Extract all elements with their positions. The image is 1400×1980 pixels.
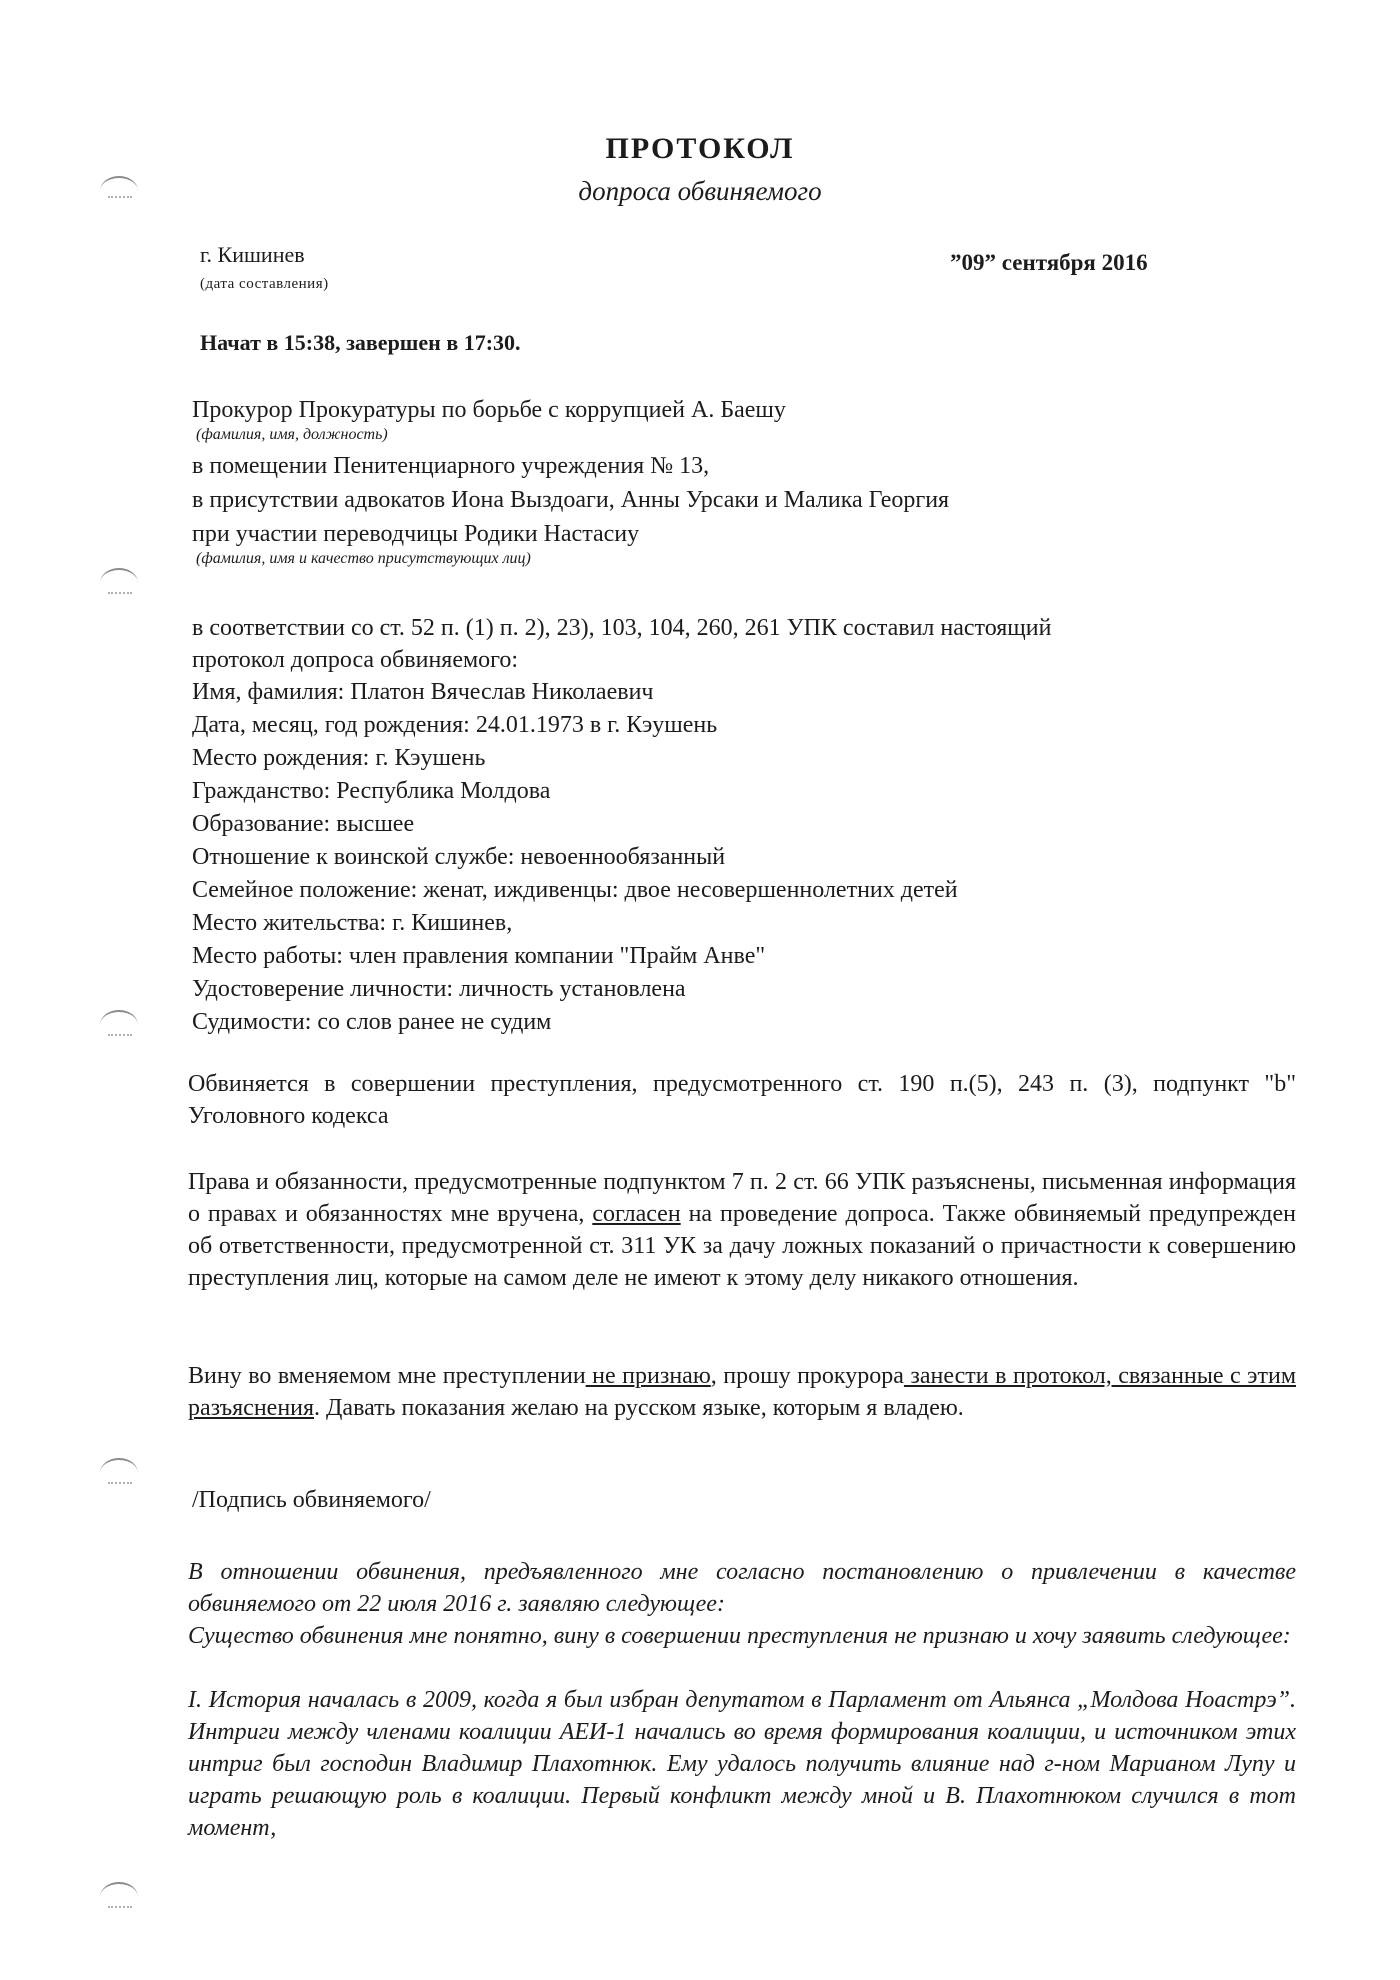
location-line: в помещении Пенитенциарного учреждения № 13, [192, 453, 710, 479]
statement-paragraph-1: В отношении обвинения, предъявленного мне согласно постановлению о привлечении в качестве обвиняемого от 22 июля 2016 г. заявляю следующее: [188, 1559, 1296, 1617]
rights-paragraph: Права и обязанности, предусмотренные подпунктом 7 п. 2 ст. 66 УПК разъяснены, письменная информация о правах и обязанностях мне вручена, согласен на проведение допроса. Также обвиняемый предупрежден об ответственности, предусмотренной ст. 311 УК за дачу ложных показаний о причастности к совершению преступления лиц, которые на самом деле не имеют к этому делу никакого отношения. [188, 1169, 1296, 1291]
accused-residence: Место жительства: г. Кишинев, [192, 910, 513, 936]
document-date: ”09” сентября 2016 [950, 250, 1148, 275]
accused-identity: Удостоверение личности: личность установлена [192, 976, 686, 1002]
translator-line: при участии переводчицы Родики Настасиу [192, 521, 640, 547]
accused-convictions: Судимости: со слов ранее не судим [192, 1009, 552, 1035]
binder-hole-dots [108, 1906, 132, 1910]
plea-paragraph: Вину во вменяемом мне преступлении не признаю, прошу прокурора занести в протокол, связанные с этим разъяснения. Давать показания желаю на русском языке, которым я владею. [188, 1363, 1297, 1421]
signature-line: /Подпись обвиняемого/ [192, 1487, 431, 1513]
accused-citizenship: Гражданство: Республика Молдова [192, 778, 551, 804]
accused-military: Отношение к воинской службе: невоеннообязанный [192, 844, 726, 870]
accused-workplace: Место работы: член правления компании "Прайм Анве" [192, 943, 766, 969]
prosecutor-line: Прокурор Прокуратуры по борьбе с коррупцией А. Баешу [192, 397, 786, 423]
basis-line-2: протокол допроса обвиняемого: [192, 647, 519, 673]
record-request-underlined: занести в протокол, связанные с этим разъяснения [188, 1363, 1297, 1421]
prosecutor-caption: (фамилия, имя, должность) [196, 426, 388, 443]
document-title: ПРОТОКОЛ [605, 132, 795, 165]
accused-family: Семейное положение: женат, иждивенцы: двое несовершеннолетних детей [192, 877, 958, 903]
accused-birthdate: Дата, месяц, год рождения: 24.01.1973 в г. Кэушень [192, 712, 718, 738]
document-subtitle: допроса обвиняемого [578, 176, 822, 206]
participants-caption: (фамилия, имя и качество присутствующих лиц) [196, 550, 531, 567]
statement-paragraph-2: Существо обвинения мне понятно, вину в совершении преступления не признаю и хочу заявить следующее: [188, 1623, 1291, 1649]
accused-name: Имя, фамилия: Платон Вячеслав Николаевич [192, 679, 654, 705]
binder-hole-dots [108, 1034, 132, 1038]
interrogation-time: Начат в 15:38, завершен в 17:30. [200, 330, 521, 355]
charge-paragraph: Обвиняется в совершении преступления, предусмотренного ст. 190 п.(5), 243 п. (3), подпункт "b" Уголовного кодекса [188, 1071, 1296, 1129]
lawyers-line: в присутствии адвокатов Иона Выздоаги, Анны Урсаки и Малика Георгия [192, 487, 950, 513]
binder-hole-dots [108, 1482, 132, 1486]
basis-line-1: в соответствии со ст. 52 п. (1) п. 2), 23), 103, 104, 260, 261 УПК составил настоящий [192, 615, 1052, 641]
city-caption: (дата составления) [200, 276, 329, 292]
agreed-underlined: согласен [592, 1201, 681, 1227]
binder-hole-dots [108, 592, 132, 596]
city: г. Кишинев [200, 242, 305, 267]
not-admit-underlined: не признаю [585, 1363, 711, 1389]
accused-education: Образование: высшее [192, 811, 415, 837]
statement-paragraph-3: I. История началась в 2009, когда я был избран депутатом в Парламент от Альянса „Молдова Ноастрэ”. Интриги между членами коалиции АЕИ-1 начались во время формирования коалиции, и источником этих интриг был господин Владимир Плахотнюк. Ему удалось получить влияние над г-ном Марианом Лупу и играть решающую роль в коалиции. Первый конфликт между мной и В. Плахотнюком случился в тот момент, [188, 1687, 1296, 1841]
accused-birthplace: Место рождения: г. Кэушень [192, 745, 486, 771]
